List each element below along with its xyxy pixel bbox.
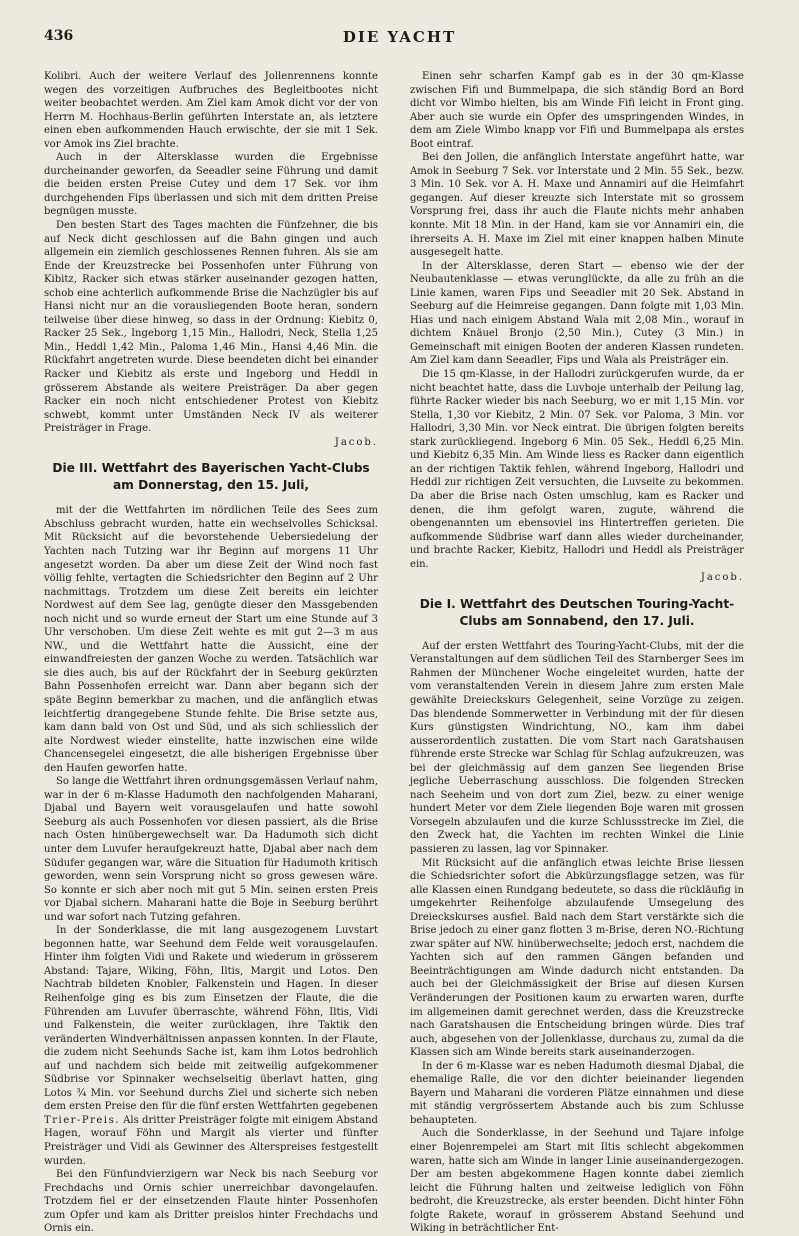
paragraph: Bei den Fünfundvierzigern war Neck bis nach Seeburg vor Frechdachs und Ornis schier unerreichbar davongelaufen. Trotzdem fiel er der einsetzenden Flaute hinter Possenhofen zum Opfer und kam als Dritter preislos hinter Frechdachs und Ornis ein.	[44, 1169, 378, 1235]
page-header	[44, 26, 755, 52]
author-signature	[410, 571, 744, 585]
prize-name: Trier-Preis.	[44, 1114, 120, 1126]
right-column	[410, 70, 744, 1235]
section-heading: Die I. Wettfahrt des Deutschen Touring-Yacht-Clubs am Sonnabend, den 17. Juli.	[419, 596, 735, 628]
paragraph	[44, 924, 378, 1168]
author-name: Jacob.	[334, 436, 378, 448]
paragraph: Mit Rücksicht auf die anfänglich etwas leichte Brise liessen die Schiedsrichter sofort die Abkürzungsflagge setzen, was für alle Klassen einen Rundgang bedeutete, so dass die rückläufig in umgekehrter Reihenfolge abzulaufende Umsegelung des Dreieckskurses ausfiel. Bald nach dem Start verstärkte sich die Brise jedoch zu einer ganz flotten 3 m-Brise, deren NO.-Richtung zwar später auf NW. hinüberwechselte; jedoch erst, nachdem die Yachten sich auf den rammen Gängen befanden und Beeinträchtigungen am Winde dadurch nicht entstanden. Da auch bei der Gleichmässigkeit der Brise auf diesen Kursen Veränderungen der Positionen kaum zu erwarten waren, durfte im allgemeinen damit gerechnet werden, dass die Kreuzstrecke nach Garatshausen die Entscheidung bringen würde. Dies traf auch, abgesehen von der Jollenklasse, durchaus zu, zumal da die Klassen sich am Winde bereits stark auseinanderzogen.	[410, 857, 744, 1059]
paragraph: Den besten Start des Tages machten die Fünfzehner, die bis auf Neck dicht geschlossen auf die Bahn gingen und auch allgemein ein ziemlich geschlossenes Rennen fuhren. Als sie am Ende der Kreuzstrecke bei Possenhofen unter Führung von Kibitz, Racker sich etwas stärker auseinander gezogen hatten, schob eine achterlich aufkommende Brise die Nachzügler bis auf Hansi nicht nur an die vorausliegenden Boote heran, sondern teilweise über diese hinweg, so dass in der Ordnung: Kiebitz 0, Racker 25 Sek., Ingeborg 1,15 Min., Hallodri, Neck, Stella 1,25 Min., Heddl 1,42 Min., Paloma 1,46 Min., Hansi 4,46 Min. die Rückfahrt angetreten wurde. Diese beendeten dicht bei einander Racker und Kiebitz als erste und Ingeborg und Heddl in grösserem Abstande als weitere Preisträger. Da aber gegen Racker ein noch nicht entschiedener Protest von Kiebitz schwebt, kommt unter Umständen Neck IV als weiterer Preisträger in Frage.	[44, 220, 378, 435]
author-signature	[44, 436, 378, 450]
paragraph: Auch in der Altersklasse wurden die Ergebnisse durcheinander geworfen, da Seeadler seine Führung und damit die beiden ersten Preise Cutey und dem 17 Sek. vor ihm durchgehenden Fips überlassen und sich mit dem dritten Preise begnügen musste.	[44, 152, 378, 218]
running-title: DIE YACHT	[342, 28, 457, 46]
paragraph-text: In der Sonderklasse, die mit lang ausgezogenem Luvstart begonnen hatte, war Seehund dem Felde weit vorausgelaufen. Hinter ihm folgten Vidi und Rakete und wiederum in grösserem Abstand: Tajare, Wiking, Föhn, Iltis, Margit und Lotos. Den Nachtrab bildeten Knobler, Falkenstein und Hagen. In dieser Reihenfolge ging es bis zum Einsetzen der Flaute, die die Führenden am Luvufer überraschte, während Föhn, Iltis, Vidi und Falkenstein, die weiter zurücklagen, ihre Taktik den veränderten Windverhältnissen anpassen konnten. In der Flaute, die zudem nicht Seehunds Sache ist, kam ihm Lotos bedrohlich auf und nachdem sich beide mit zeitweilig aufgekommener Südbrise vor Spinnaker wechselseitig überlavt hatten, ging Lotos ¾ Min. vor Seehund durchs Ziel und sicherte sich neben dem ersten Preise den für die fünf ersten Wettfahrten gegebenen	[44, 925, 378, 1113]
paragraph: mit der die Wettfahrten im nördlichen Teile des Sees zum Abschluss gebracht wurden, hatte ein wechselvolles Schicksal. Mit Rücksicht auf die bevorstehende Uebersiedelung der Yachten nach Tutzing war ihr Beginn auf morgens 11 Uhr angesetzt worden. Da aber um diese Zeit der Wind noch fast völlig fehlte, vertagten die Schiedsrichter den Beginn auf 2 Uhr nachmittags. Trotzdem um diese Zeit bereits ein leichter Nordwest auf dem See lag, genügte dieser den Massgebenden noch nicht und so wurde erneut der Start um eine Stunde auf 3 Uhr verschoben. Um diese Zeit wehte es mit gut 2—3 m aus NW., und die Wettfahrt hatte die Aussicht, eine der einwandfreiesten der ganzen Woche zu werden. Tatsächlich war sie dies auch, bis auf der Rückfahrt der in Seeburg gekürzten Bahn Possenhofen erreicht war. Dann aber begann sich der späte Beginn bemerkbar zu machen, und die anfänglich etwas leichtfertig drangegebene Stunde fehlte. Die Brise setzte aus, kam dann bald von Ost und Süd, und als sich schliesslich der alte Nordwest wieder einstellte, hatte inzwischen eine wilde Chancensegelei eingesetzt, die alle bisherigen Ergebnisse über den Haufen geworfen hatte.	[44, 505, 378, 774]
author-name: Jacob.	[700, 572, 744, 584]
left-column	[44, 70, 378, 1235]
paragraph: Auch die Sonderklasse, in der Seehund und Tajare infolge einer Bojenrempelei am Start mit Iltis schlecht abgekommen waren, hatte sich am Winde in langer Linie auseinandergezogen. Der am besten abgekommene Hagen konnte dabei ziemlich leicht die Führung halten und zeitweise lediglich von Föhn bedroht, die Kreuzstrecke, als erster beenden. Dicht hinter Föhn folgte Rakete, worauf in grösserem Abstand Seehund und Wiking in beträchtlicher Ent-	[410, 1128, 744, 1235]
paragraph: So lange die Wettfahrt ihren ordnungsgemässen Verlauf nahm, war in der 6 m-Klasse Hadumoth den nachfolgenden Maharani, Djabal und Bayern weit vorausgelaufen und hatte sowohl Seeburg als auch Possenhofen vor diesen passiert, als die Brise nach Osten hinübergewechselt war. Da Hadumoth sich dicht unter dem Luvufer heraufgekreuzt hatte, Djabal aber nach dem Südufer gegangen war, wäre die Situation für Hadumoth kritisch geworden, wenn sein Vorsprung nicht so gross gewesen wäre. So konnte er sich aber noch mit gut 5 Min. seinen ersten Preis vor Djabal sichern. Maharani hatte die Boje in Seeburg berührt und war sofort nach Tutzing gefahren.	[44, 776, 378, 923]
page-number: 436	[44, 28, 74, 44]
paragraph: Kolibri. Auch der weitere Verlauf des Jollenrennens konnte wegen des vorzeitigen Aufbruches des Begleitbootes nicht weiter beobachtet werden. Am Ziel kam Amok dicht vor der von Herrn M. Hochhaus-Berlin geführten Interstate an, als letztere einen eben aufkommenden Hauch erwischte, der sie mit 1 Sek. vor Amok ins Ziel brachte.	[44, 71, 378, 150]
paragraph-text: Als dritter Preisträger folgte mit einigem Abstand Hagen, worauf Föhn und Margit als vierter und fünfter Preisträger und Vidi als Gewinner des Alterspreises festgestellt wurden.	[44, 1114, 378, 1167]
paragraph: Auf der ersten Wettfahrt des Touring-Yacht-Clubs, mit der die Veranstaltungen auf dem südlichen Teil des Starnberger Sees im Rahmen der Münchener Woche eingeleitet wurden, hatte der vom veranstaltenden Verein in diesem Jahre zum ersten Male gewählte Dreieckskurs Gelegenheit, seine Vorzüge zu zeigen. Das blendende Sommerwetter in Verbindung mit der für diesen Kurs günstigsten Windrichtung, NO., kam ihm dabei ausserordentlich zustatten. Die vom Start nach Garatshausen führende erste Strecke war Schlag für Schlag aufzukreuzen, was bei der gleichmässig auf dem ganzen See liegenden Brise jegliche Ueberraschung ausschloss. Die folgenden Strecken nach Seeheim und von dort zum Ziel, bezw. zu einer wenige hundert Meter vor dem Ziele liegenden Boje waren mit grossen Vorsegeln abzulaufen und die kurze Schlussstrecke im Ziel, die den Zweck hat, die Yachten im rechten Winkel die Linie passieren zu lassen, lag vor Spinnaker.	[410, 640, 744, 855]
section-heading: Die III. Wettfahrt des Bayerischen Yacht-Clubs am Donnerstag, den 15. Juli,	[52, 461, 370, 493]
paragraph: In der Altersklasse, deren Start — ebenso wie der der Neubautenklasse — etwas verunglückte, da alle zu früh an die Linie kamen, waren Fips und Seeadler mit 20 Sek. Abstand in Seeburg auf die Heimreise gegangen. Dann folgte mit 1,03 Min. Hias und nach einigem Abstand Wala mit 2,08 Min., worauf in dichtem Knäuel Bronjo (2,50 Min.), Cutey (3 Min.) in Gemeinschaft mit einigen Booten der anderen Klassen rundeten. Am Ziel kam dann Seeadler, Fips und Wala als Preisträger ein.	[410, 260, 744, 367]
paragraph: Die 15 qm-Klasse, in der Hallodri zurückgerufen wurde, da er nicht beachtet hatte, dass die Luvboje unterhalb der Peilung lag, führte Racker wieder bis nach Seeburg, wo er mit 1,15 Min. vor Stella, 1,30 vor Kiebitz, 2 Min. 07 Sek. vor Paloma, 3 Min. vor Hallodri, 3,30 Min. vor Neck eintrat. Die übrigen folgten bereits stark zurückliegend. Ingeborg 6 Min. 05 Sek., Heddl 6,25 Min. und Kiebitz 6,35 Min. Am Winde liess es Racker dann eigentlich an der richtigen Taktik fehlen, während Ingeborg, Hallodri und Heddl zur richtigen Zeit versuchten, die Luvseite zu bekommen. Da aber die Brise nach Osten umschlug, kam es Racker und denen, die ihm gefolgt waren, zugute, während die obengenannten um ebensoviel ins Hintertreffen gerieten. Die aufkommende Südbrise warf dann alles wieder durcheinander, und brachte Racker, Kiebitz, Hallodri und Heddl als Preisträger ein.	[410, 369, 744, 570]
paragraph: Einen sehr scharfen Kampf gab es in der 30 qm-Klasse zwischen Fifi und Bummelpapa, die sich ständig Bord an Bord dicht vor Wimbo hielten, bis am Winde Fifi leicht in Front ging. Aber auch sie wurde ein Opfer des umspringenden Windes, in dem am Ziele Wimbo knapp vor Fifi und Bummelpapa als erstes Boot eintraf.	[410, 71, 744, 150]
paragraph: In der 6 m-Klasse war es neben Hadumoth diesmal Djabal, die ehemalige Ralle, die vor den dichter beieinander liegenden Bayern und Maharani die vorderen Plätze einnahmen und diese mit ständig vergrössertem Abstande auch bis zum Schlusse behaupteten.	[410, 1060, 744, 1126]
paragraph: Bei den Jollen, die anfänglich Interstate angeführt hatte, war Amok in Seeburg 7 Sek. vor Interstate und 2 Min. 55 Sek., bezw. 3 Min. 10 Sek. vor A. H. Maxe und Annamiri auf die Heimfahrt gegangen. Auf dieser kreuzte sich Interstate mit so grossem Vorsprung frei, dass ihr auch die Flaute nichts mehr anhaben konnte. Mit 18 Min. in der Hand, kam sie vor Annamiri ein, die ihrerseits A. H. Maxe im Ziel mit einer knappen halben Minute ausgesegelt hatte.	[410, 152, 744, 259]
